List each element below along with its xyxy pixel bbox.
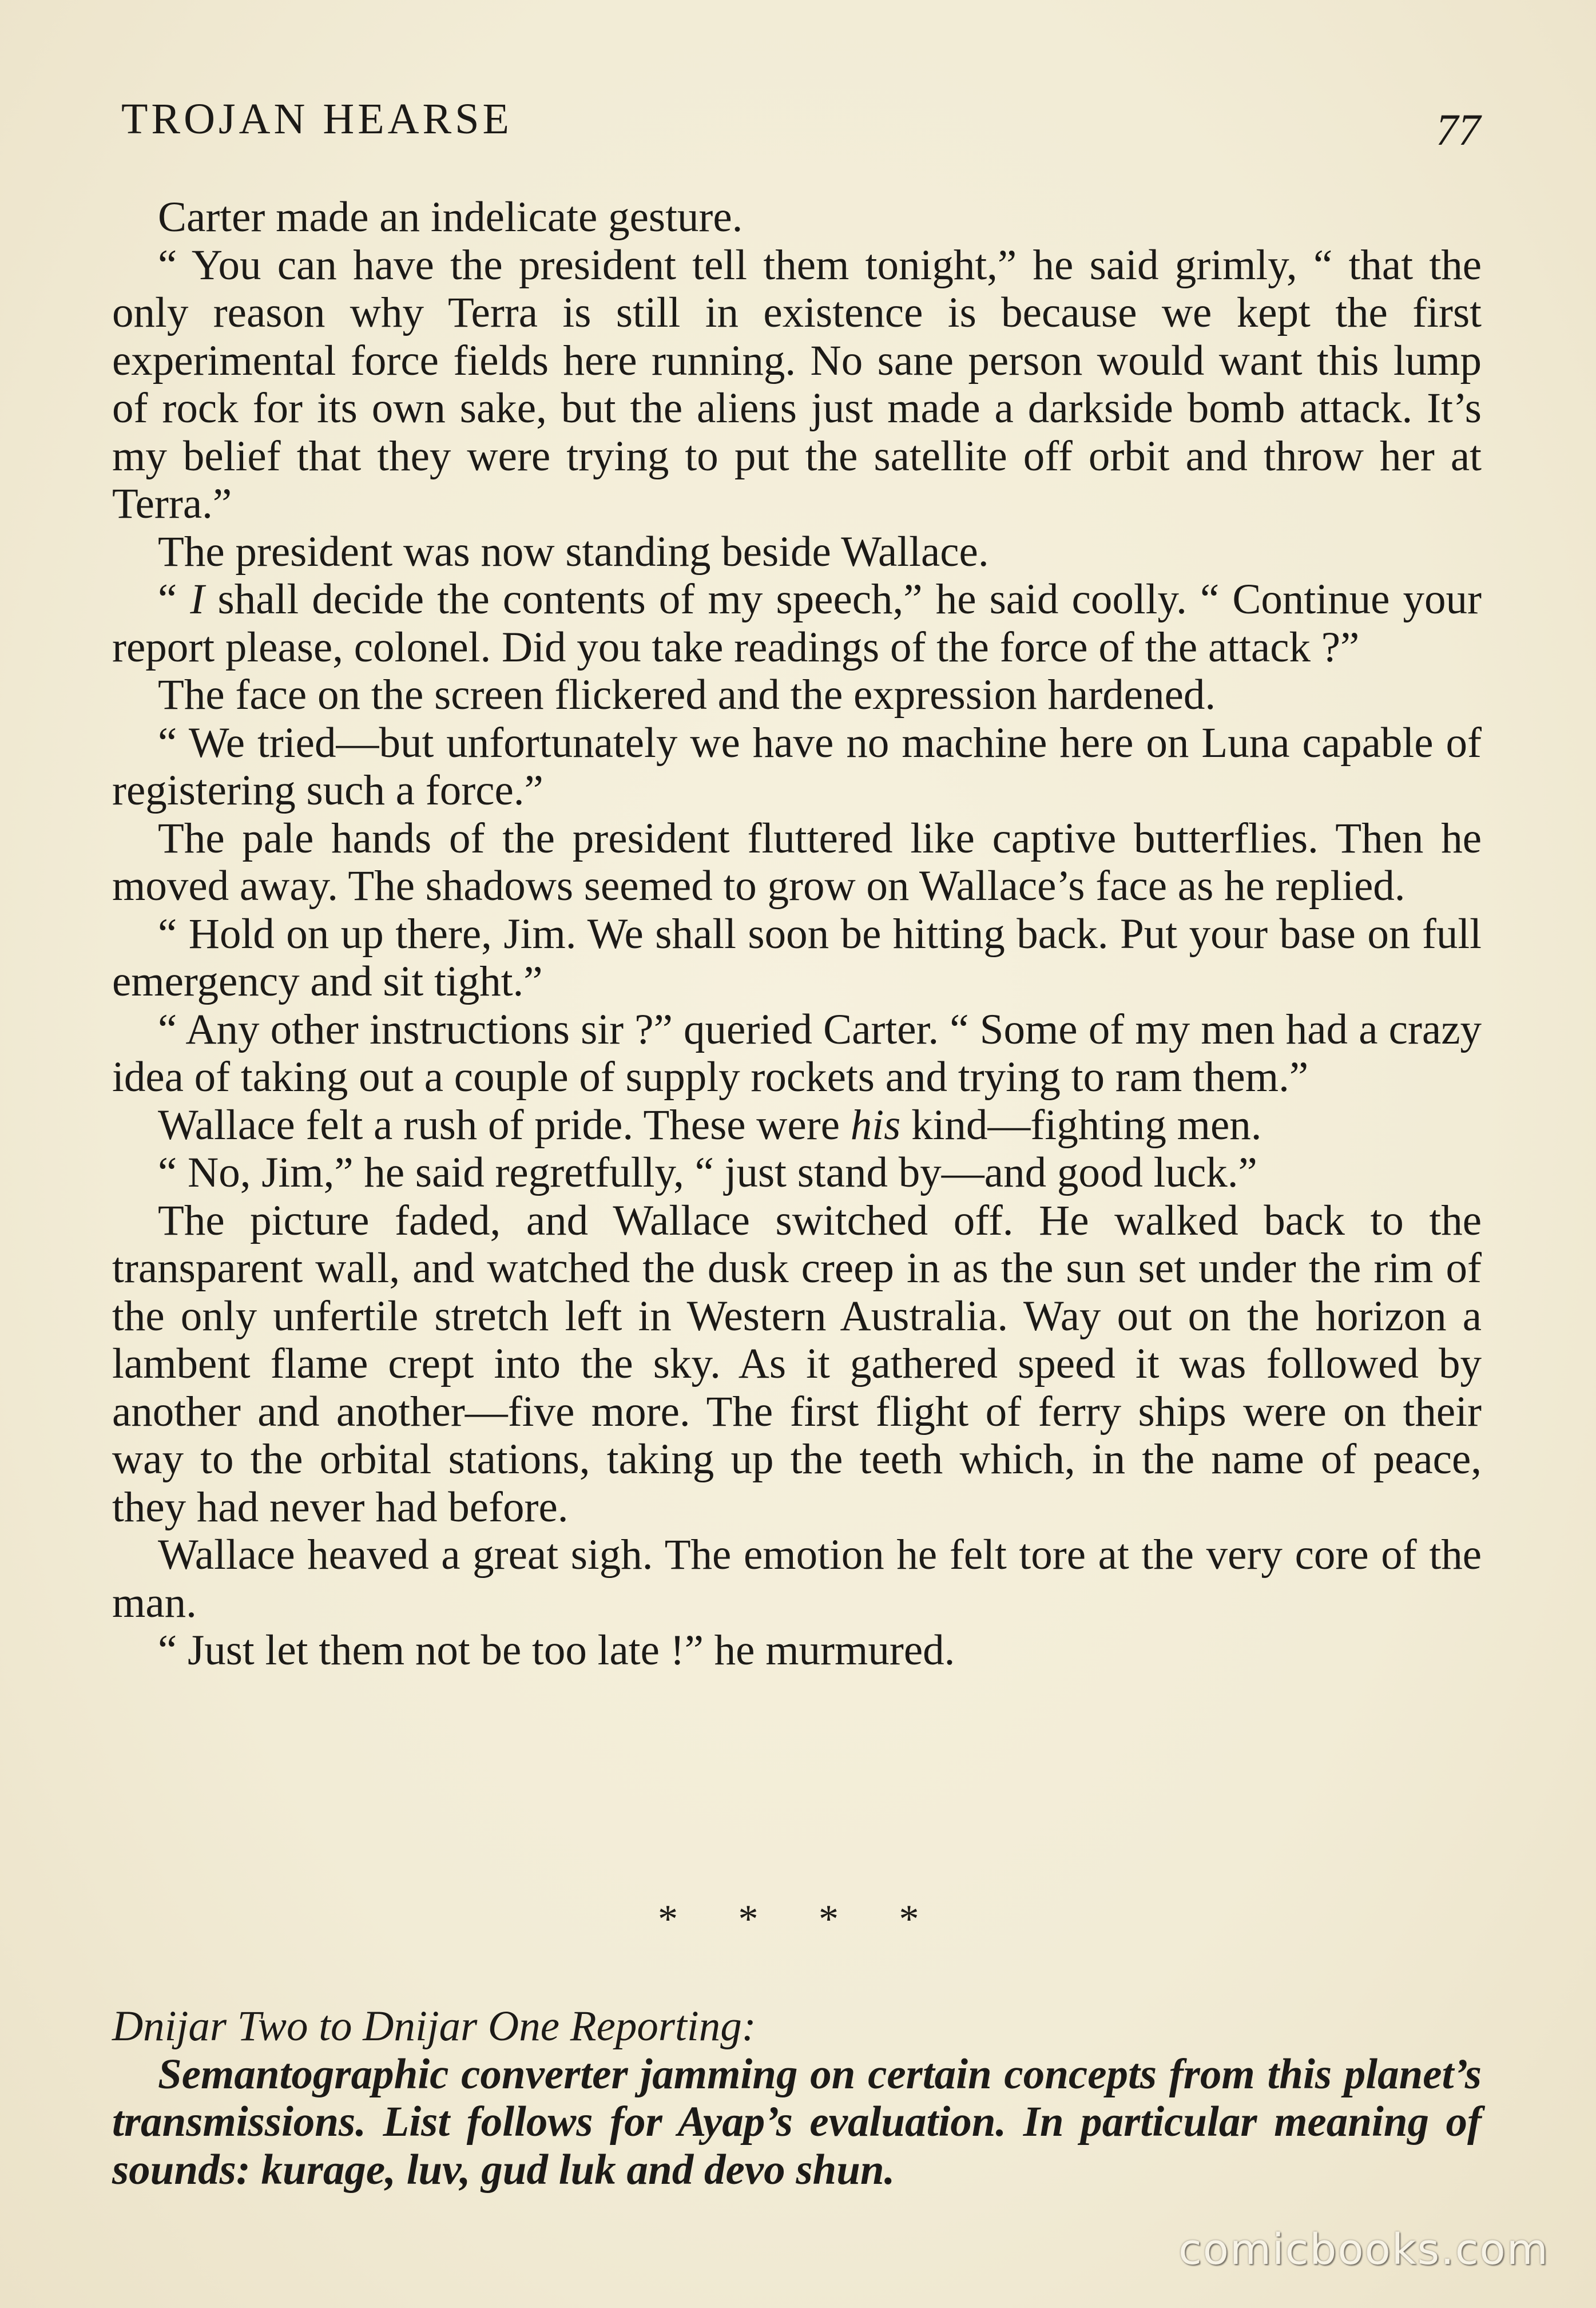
- report-text: Semantographic converter jamming on certain concepts from this planet’s transmissions. List follows for Ayap’s evaluation. In particular meaning of sounds: kurage, luv, gud luk and devo shun.: [112, 2050, 1482, 2194]
- text-run: Wallace felt a rush of pride. These were: [158, 1101, 851, 1149]
- paragraph: “ You can have the president tell them tonight,” he said grimly, “ that the only reason why Terra is still in existence is because we kept the first experimental force fields here running. No sane person would want this lump of rock for its own sake, but the aliens just made a darkside bomb attack. It’s my belief that they were trying to put the satellite off orbit and throw her at Terra.”: [112, 241, 1482, 528]
- paragraph: The president was now standing beside Wallace.: [158, 528, 989, 576]
- running-title: TROJAN HEARSE: [121, 95, 513, 143]
- paragraph: “ No, Jim,” he said regretfully, “ just stand by—and good luck.”: [158, 1149, 1257, 1196]
- text-run: kind—fighting men.: [900, 1101, 1262, 1149]
- paragraph: The pale hands of the president fluttered like captive butterflies. Then he moved away. The shadows seemed to grow on Wallace’s face as he replied.: [112, 814, 1482, 910]
- paragraph: Carter made an indelicate gesture.: [158, 193, 743, 241]
- paragraph: “ Just let them not be too late !” he murmured.: [158, 1627, 955, 1674]
- story-text: [112, 193, 1482, 1675]
- paragraph: The face on the screen flickered and the expression hardened.: [158, 671, 1216, 719]
- paragraph: “ Hold on up there, Jim. We shall soon be hitting back. Put your base on full emergency and sit tight.”: [112, 910, 1482, 1005]
- paragraph: [112, 576, 1482, 671]
- paragraph: “ Any other instructions sir ?” queried Carter. “ Some of my men had a crazy idea of taking out a couple of supply rockets and trying to ram them.”: [112, 1005, 1482, 1101]
- alien-report: [112, 2002, 1482, 2194]
- emphasis: I: [190, 576, 205, 623]
- paragraph: [112, 1101, 1482, 1149]
- paragraph: “ We tried—but unfortunately we have no machine here on Luna capable of registering such a force.”: [112, 719, 1482, 814]
- paragraph: Wallace heaved a great sigh. The emotion he felt tore at the very core of the man.: [112, 1531, 1482, 1627]
- emphasis: his: [850, 1101, 901, 1149]
- paragraph: The picture faded, and Wallace switched off. He walked back to the transparent wall, and watched the dusk creep in as the sun set under the rim of the only unfertile stretch left in Western Australia. Way out on the horizon a lambent flame crept into the sky. As it gathered speed it was followed by another and another—five more. The first flight of ferry ships were on their way to the orbital stations, taking up the teeth which, in the name of peace, they had never had before.: [112, 1196, 1482, 1531]
- text-run: shall decide the contents of my speech,” he said coolly. “ Continue your report please, colonel. Did you take readings of the force of the attack ?”: [112, 576, 1482, 671]
- text-run: “: [158, 576, 190, 623]
- page-number: 77: [1436, 105, 1480, 154]
- report-heading: Dnijar Two to Dnijar One Reporting:: [112, 2002, 756, 2050]
- section-separator: * * * *: [658, 1897, 944, 1941]
- watermark: comicbooks.com: [1178, 2225, 1549, 2274]
